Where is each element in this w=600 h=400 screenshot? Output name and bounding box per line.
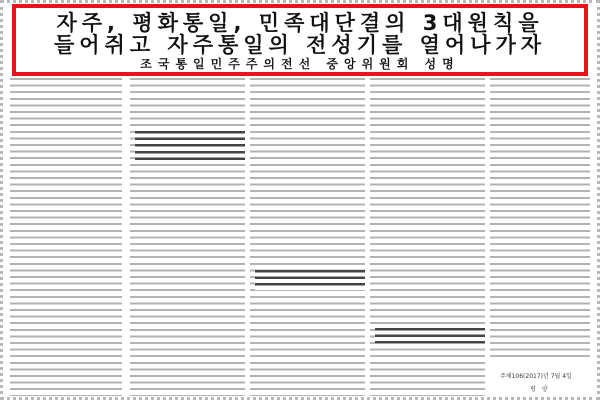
headline-line-1: 자주, 평화통일, 민족대단결의 3대원칙을	[56, 11, 544, 35]
bold-paragraph	[135, 131, 245, 164]
text-column-3	[250, 78, 365, 396]
text-column-4	[370, 78, 485, 396]
text-column-1	[10, 78, 122, 396]
text-column-2	[130, 78, 245, 396]
bold-paragraph	[375, 328, 485, 348]
headline-byline: 조국통일민주주의전선 중앙위원회 성명	[140, 57, 460, 71]
headline-line-2: 들어쥐고 자주통일의 전성기를 열어나가자	[53, 33, 547, 57]
bold-paragraph	[255, 270, 365, 290]
headline-box	[12, 4, 588, 76]
text-column-5	[490, 78, 590, 360]
place: 평양	[530, 386, 554, 393]
dateline: 주체106(2017)년 7월 4일	[500, 373, 572, 380]
